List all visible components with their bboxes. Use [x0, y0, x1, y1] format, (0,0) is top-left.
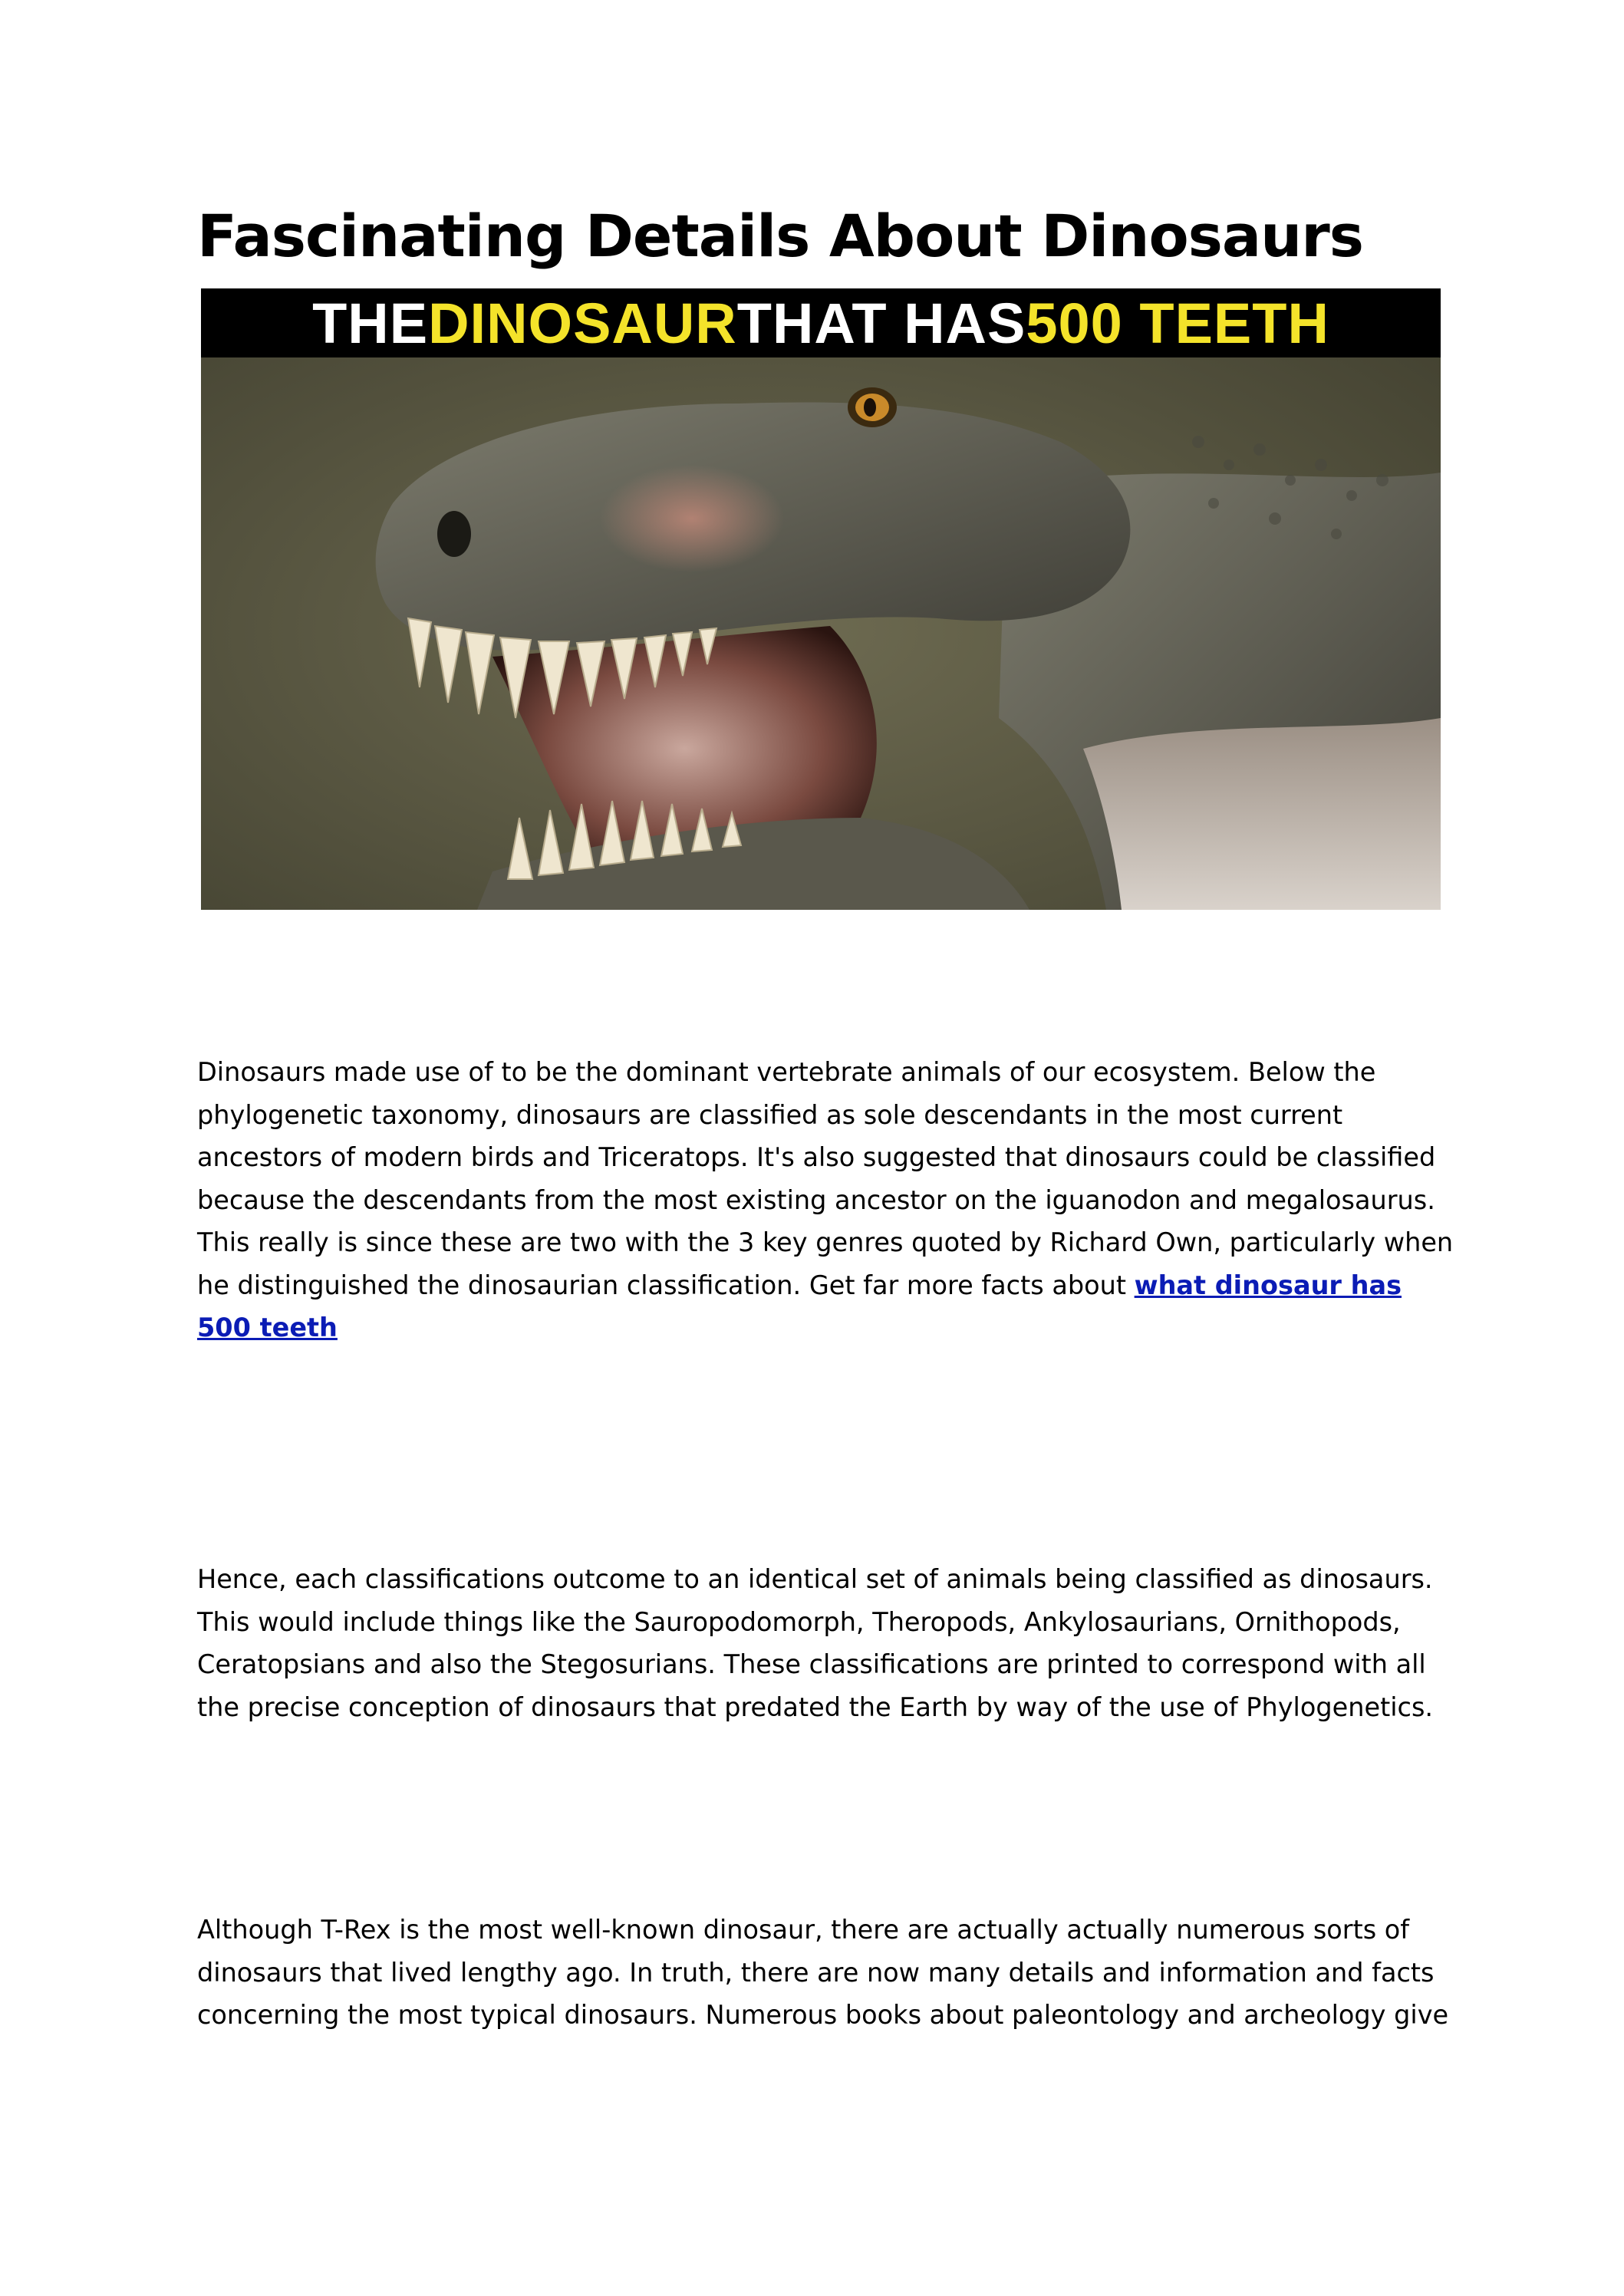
banner-text-that-has: THAT HAS [736, 291, 1026, 355]
dinosaur-illustration [201, 288, 1441, 910]
banner-text-dinosaur: DINOSAUR [428, 291, 737, 355]
paragraph-2: Hence, each classifications outcome to an identical set of animals being classified as dinosaurs. This would include things like the Sauropodomorph, Theropods, Ankylosaurians, Ornithopods, Ceratopsians and also the Stegosurians. These classifications are printed to correspond with all the precise conception of dinosaurs that predated the Earth by way of the use of Phylogenetics. [197, 1564, 1434, 1722]
hero-banner [201, 288, 1441, 357]
page-title: Fascinating Details About Dinosaurs [197, 202, 1363, 270]
banner-text-500-teeth: 500 TEETH [1026, 291, 1329, 355]
hero-image [201, 288, 1441, 910]
banner-text-the: THE [312, 291, 429, 355]
paragraph-1 [197, 1051, 1455, 1349]
dinosaur-500-teeth-link[interactable]: what dinosaur has 500 teeth [197, 1270, 1402, 1342]
paragraph-3: Although T-Rex is the most well-known dinosaur, there are actually actually numerous sorts of dinosaurs that lived lengthy ago. In truth, there are now many details and information and facts concerning the most typical dinosaurs. Numerous books about paleontology and archeology give [197, 1915, 1449, 2030]
paragraph-1-text: Dinosaurs made use of to be the dominant vertebrate animals of our ecosystem. Below the phylogenetic taxonomy, dinosaurs are classified as sole descendants in the most current ancestors of modern birds and Triceratops. It's also suggested that dinosaurs could be classified because the descendants from the most existing ancestor on the iguanodon and megalosaurus. This really is since these are two with the 3 key genres quoted by Richard Own, particularly when he distinguished the dinosaurian classification. Get far more facts about [197, 1057, 1454, 1300]
